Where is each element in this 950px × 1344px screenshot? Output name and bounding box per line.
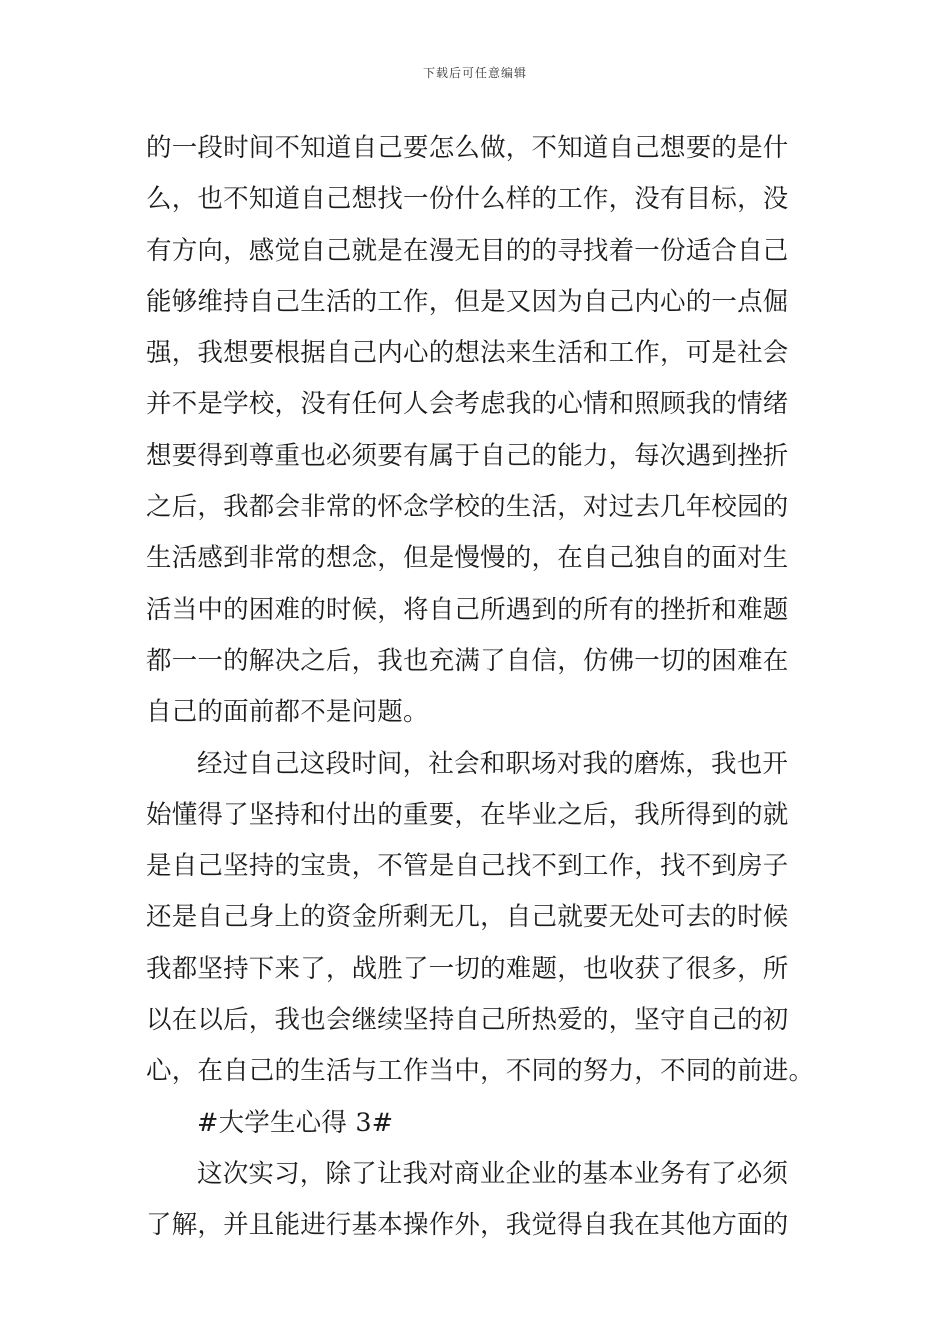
text-line: 强，我想要根据自己内心的想法来生活和工作，可是社会 bbox=[146, 338, 789, 369]
paragraph-1 bbox=[146, 123, 808, 739]
text-line: 经过自己这段时间，社会和职场对我的磨炼，我也开 bbox=[197, 748, 789, 779]
text-line: 都一一的解决之后，我也充满了自信，仿佛一切的困难在 bbox=[146, 645, 789, 676]
text-line: 之后，我都会非常的怀念学校的生活，对过去几年校园的 bbox=[146, 492, 789, 523]
header-note: 下载后可任意编辑 bbox=[422, 66, 527, 80]
text-line: 活当中的困难的时候，将自己所遇到的所有的挫折和难题 bbox=[146, 594, 789, 625]
text-line: 我都坚持下来了，战胜了一切的难题，也收获了很多，所 bbox=[146, 953, 789, 984]
text-line: 生活感到非常的想念，但是慢慢的，在自己独自的面对生 bbox=[146, 543, 789, 574]
text-line: 有方向，感觉自己就是在漫无目的的寻找着一份适合自己 bbox=[146, 235, 789, 266]
text-line: 么，也不知道自己想找一份什么样的工作，没有目标，没 bbox=[146, 184, 789, 215]
paragraph-3 bbox=[146, 1149, 808, 1252]
text-line: 还是自己身上的资金所剩无几，自己就要无处可去的时候 bbox=[146, 902, 789, 933]
text-line: 并不是学校，没有任何人会考虑我的心情和照顾我的情绪 bbox=[146, 389, 789, 420]
text-line: 想要得到尊重也必须要有属于自己的能力，每次遇到挫折 bbox=[146, 440, 789, 471]
paragraph-2 bbox=[146, 739, 815, 1098]
text-line: 以在以后，我也会继续坚持自己所热爱的，坚守自己的初 bbox=[146, 1005, 789, 1036]
text-line: 始懂得了坚持和付出的重要，在毕业之后，我所得到的就 bbox=[146, 799, 789, 830]
text-line: 心，在自己的生活与工作当中，不同的努力，不同的前进。 bbox=[146, 1056, 815, 1087]
text-line: 是自己坚持的宝贵，不管是自己找不到工作，找不到房子 bbox=[146, 851, 789, 882]
text-line: 了解，并且能进行基本操作外，我觉得自我在其他方面的 bbox=[146, 1210, 789, 1241]
text-line: 这次实习，除了让我对商业企业的基本业务有了必须 bbox=[197, 1158, 789, 1189]
text-line: 能够维持自己生活的工作，但是又因为自己内心的一点倔 bbox=[146, 286, 789, 317]
text-line: 自己的面前都不是问题。 bbox=[146, 697, 429, 728]
body-text bbox=[146, 123, 815, 1252]
section-heading: #大学生心得 3# bbox=[197, 1107, 394, 1138]
text-line: 的一段时间不知道自己要怎么做，不知道自己想要的是什 bbox=[146, 133, 789, 163]
